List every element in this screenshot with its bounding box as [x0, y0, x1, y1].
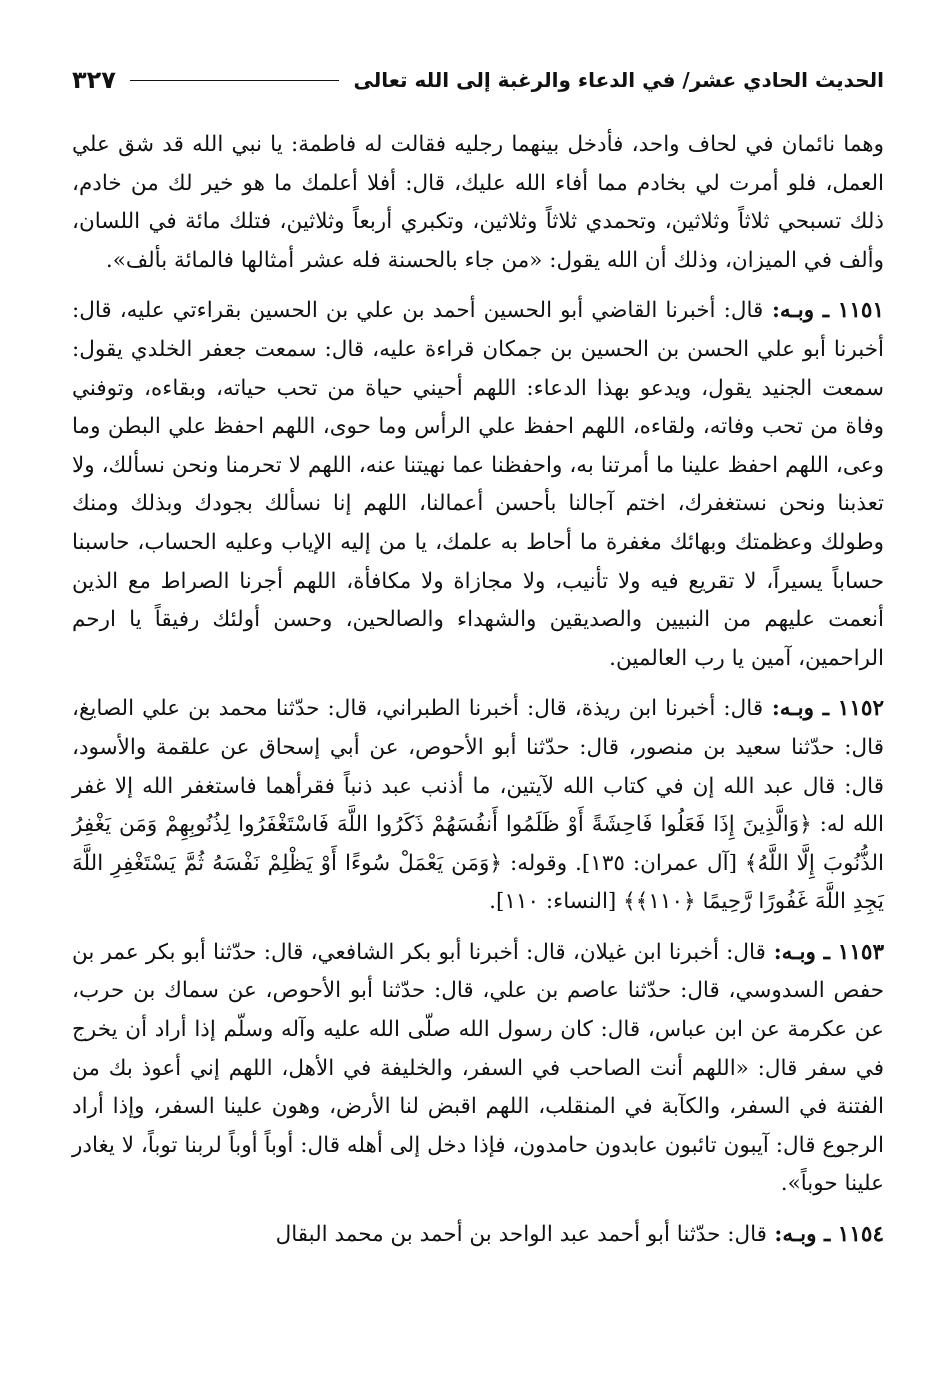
page-number: ٣٢٧: [72, 66, 116, 94]
paragraph-continuation: [72, 126, 884, 280]
hadith-1154: [72, 1216, 884, 1255]
hadith-1151: [72, 292, 884, 678]
paragraph-text: قال: أخبرنا ابن غيلان، قال: أخبرنا أبو بكر الشافعي، قال: حدّثنا أبو بكر عمر بن حفص السدوسي، قال: حدّثنا عاصم بن علي، قال: حدّثنا أبو الأحوص، عن سماك بن حرب، عن عكرمة عن ابن عباس، قال: كان رسول الله صلّى الله عليه وآله وسلّم إذا أراد أن يخرج في سفر قال: «اللهم أنت الصاحب في السفر، والخليفة في الأهل، اللهم إني أعوذ بك من الفتنة في السفر، والكآبة في المنقلب، اللهم اقبض لنا الأرض، وهون علينا السفر، وإذا أراد الرجوع قال: آيبون تائبون عابدون حامدون، فإذا دخل إلى أهله قال: أوباً أوباً لربنا توباً، لا يغادر علينا حوباً».: [72, 939, 884, 1197]
hadith-prefix: ـ وبـه:: [765, 939, 838, 965]
paragraph-text: قال: أخبرنا ابن ريذة، قال: أخبرنا الطبراني، قال: حدّثنا محمد بن علي الصايغ، قال: حدّثنا سعيد بن منصور، قال: حدّثنا أبو الأحوص، عن أبي إسحاق عن علقمة والأسود، قال: قال عبد الله إن في كتاب الله لآيتين، ما أذنب عبد ذنباً فقرأهما فاستغفر الله إلا غفر الله له: ﴿وَالَّذِينَ إِذَا فَعَلُوا فَاحِشَةً أَوْ ظَلَمُوا أَنفُسَهُمْ ذَكَرُوا اللَّهَ فَاسْتَغْفَرُوا لِذُنُوبِهِمْ وَمَن يَغْفِرُ الذُّنُوبَ إِلَّا اللَّهُ﴾ [آل عمران: ١٣٥]. وقوله: ﴿وَمَن يَعْمَلْ سُوءًا أَوْ يَظْلِمْ نَفْسَهُ ثُمَّ يَسْتَغْفِرِ اللَّهَ يَجِدِ اللَّهَ غَفُورًا رَّحِيمًا ﴿١١٠﴾﴾ [النساء: ١١٠].: [72, 696, 884, 915]
paragraph-text: وهما نائمان في لحاف واحد، فأدخل بينهما رجليه فقالت له فاطمة: يا نبي الله قد شق علي العمل، فلو أمرت لي بخادم مما أفاء الله عليك، قال: أفلا أعلمك ما هو خير لك من خادم، ذلك تسبحي ثلاثاً وثلاثين، وتحمدي ثلاثاً وثلاثين، وتكبري أربعاً وثلاثين، فتلك مائة في اللسان، وألف في الميزان، وذلك أن الله يقول: «من جاء بالحسنة فله عشر أمثالها فالمائة بألف».: [72, 132, 884, 273]
hadith-number: ١١٥٤: [837, 1222, 884, 1248]
body-text: [72, 126, 884, 1255]
hadith-1152: [72, 690, 884, 922]
paragraph-text: قال: حدّثنا أبو أحمد عبد الواحد بن أحمد بن محمد البقال: [275, 1222, 767, 1248]
header-rule: [130, 80, 340, 81]
hadith-number: ١١٥١: [837, 298, 884, 324]
hadith-1153: [72, 934, 884, 1204]
hadith-number: ١١٥٣: [837, 939, 884, 965]
paragraph-text: قال: أخبرنا القاضي أبو الحسين أحمد بن علي بن الحسين بقراءتي عليه، قال: أخبرنا أبو علي الحسن بن الحسين بن جمكان قراءة عليه، قال: سمعت جعفر الخلدي يقول: سمعت الجنيد يقول، ويدعو بهذا الدعاء: اللهم أحيني حياة من تحب حياته، وبقاءه، وتوفني وفاة من تحب وفاته، ولقاءه، اللهم احفظ علي الرأس وما حوى، اللهم احفظ علي البطن وما وعى، اللهم احفظ علينا ما أمرتنا به، واحفظنا عما نهيتنا عنه، اللهم لا تحرمنا ونحن نسألك، ولا تعذبنا ونحن نستغفرك، اختم آجالنا بأحسن أعمالنا، اللهم إنا نسألك بجودك وبذلك ومنك وطولك وعظمتك وبهائك مغفرة ما أحاط به علمك، يا من إليه الإياب وعليه الحساب، حاسبنا حساباً يسيراً، لا تقريع فيه ولا تأنيب، ولا مجازاة ولا مكافأة، اللهم أجرنا الصراط مع الذين أنعمت عليهم من النبيين والصديقين والشهداء والصالحين، وحسن أولئك رفيقاً يا ارحم الراحمين، آمين يا رب العالمين.: [72, 298, 884, 671]
book-page: [72, 58, 884, 1358]
hadith-number: ١١٥٢: [837, 696, 884, 722]
page-header: [72, 58, 884, 102]
hadith-prefix: ـ وبـه:: [763, 298, 838, 324]
hadith-prefix: ـ وبـه:: [766, 1222, 838, 1248]
hadith-prefix: ـ وبـه:: [763, 696, 838, 722]
running-title: الحديث الحادي عشر/ في الدعاء والرغبة إلى الله تعالى: [353, 68, 884, 92]
